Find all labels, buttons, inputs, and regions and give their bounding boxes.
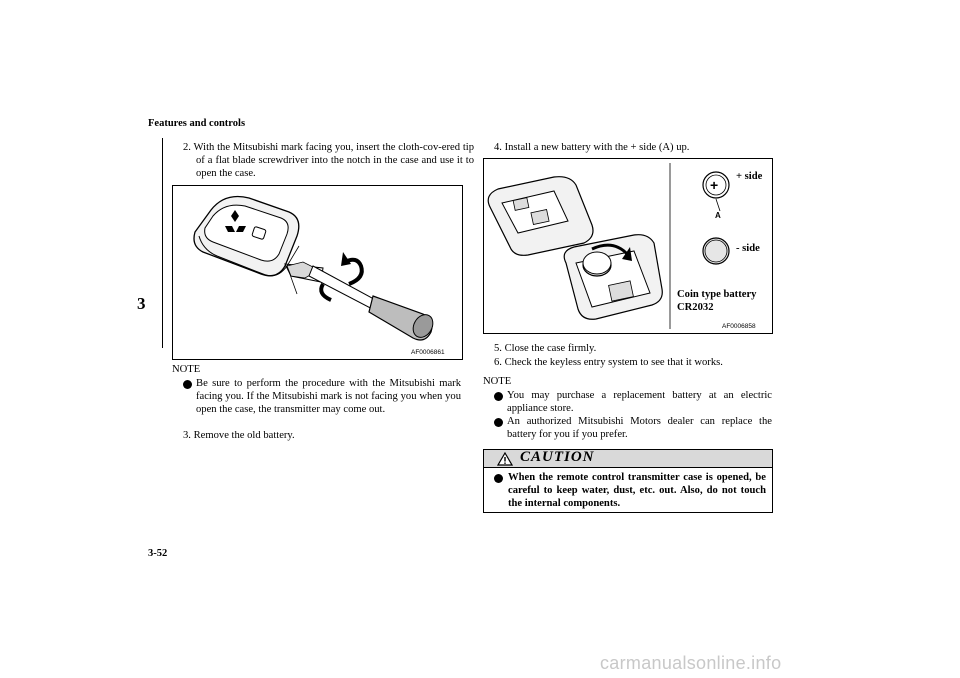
note-item: Be sure to perform the procedure with the Mitsubishi mark facing you. If the Mitsubishi mark is not facing you when you open the case, the transmitter may come out. [196, 378, 461, 415]
svg-text:+: + [710, 177, 719, 193]
bullet-icon [494, 474, 503, 483]
note-label: NOTE [483, 376, 512, 387]
battery-type-line2: CR2032 [677, 302, 714, 313]
caution-banner [484, 450, 772, 468]
page-number: 3-52 [148, 548, 168, 559]
bullet-icon [183, 380, 192, 389]
key-screwdriver-illustration [173, 186, 462, 359]
step-5-text: 5. Close the case firmly. [494, 343, 597, 354]
step-4-text: 4. Install a new battery with the + side (A) up. [494, 142, 690, 153]
plus-side-label: + side [736, 171, 763, 182]
note-item: You may purchase a replacement battery at an electric appliance store. [507, 390, 772, 414]
section-title: Features and controls [148, 118, 246, 129]
bullet-icon [494, 392, 503, 401]
note-item: An authorized Mitsubishi Motors dealer can replace the battery for you if you prefer. [507, 416, 772, 440]
figure-install-battery [483, 158, 773, 334]
caution-title: CAUTION [520, 449, 595, 465]
chapter-number: 3 [137, 294, 146, 313]
marker-a-label: A [715, 211, 721, 220]
step-6-text: 6. Check the keyless entry system to see that it works. [494, 357, 723, 368]
figure-open-case [172, 185, 463, 360]
figure-1-code: AF0006861 [411, 349, 445, 356]
battery-type-label [677, 288, 756, 314]
figure-2-code: AF0006858 [722, 323, 756, 330]
minus-side-label: - side [736, 243, 760, 254]
bullet-icon [494, 418, 503, 427]
warning-triangle-icon [497, 452, 513, 466]
note-label: NOTE [172, 364, 201, 375]
step-3-text: 3. Remove the old battery. [183, 430, 295, 441]
chapter-tab [118, 138, 163, 348]
caution-text: When the remote control transmitter case is opened, be careful to keep water, dust, etc. out. Also, do not touch the internal components. [508, 472, 766, 509]
watermark: carmanualsonline.info [600, 653, 782, 673]
battery-type-line1: Coin type battery [677, 289, 757, 300]
step-2-text: 2. With the Mitsubishi mark facing you, insert the cloth-cov-ered tip of a flat blade screwdriver into the notch in the case and use it to open the case. [183, 142, 474, 179]
caution-box [483, 449, 773, 513]
